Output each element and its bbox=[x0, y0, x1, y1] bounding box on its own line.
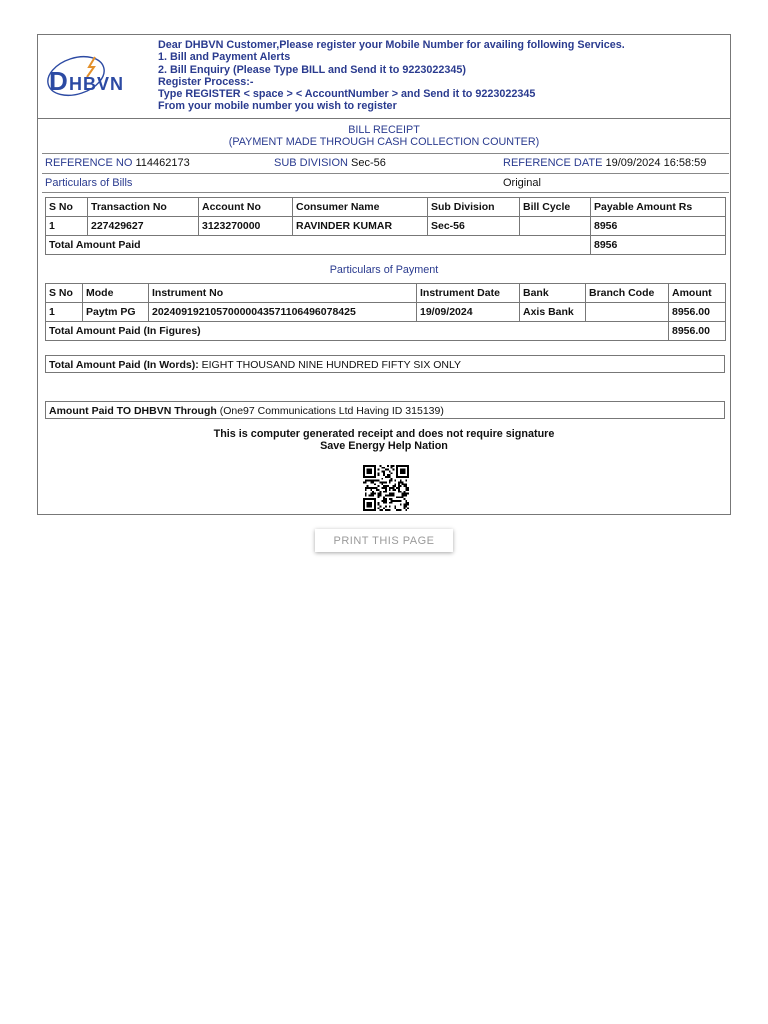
receipt-subtitle: (PAYMENT MADE THROUGH CASH COLLECTION COUNTER) bbox=[228, 136, 540, 148]
amount-in-words bbox=[45, 355, 725, 373]
amount-in-words-value: EIGHT THOUSAND NINE HUNDRED FIFTY SIX ONLY bbox=[201, 359, 462, 371]
table-cell: Sec-56 bbox=[428, 217, 520, 236]
table-cell: 227429627 bbox=[88, 217, 199, 236]
print-page-button[interactable]: PRINT THIS PAGE bbox=[315, 529, 453, 552]
particulars-of-payment-title: Particulars of Payment bbox=[329, 264, 439, 276]
sub-division-label: SUB DIVISION bbox=[274, 157, 348, 169]
column-header: Payable Amount Rs bbox=[591, 198, 726, 217]
column-header: Branch Code bbox=[586, 284, 669, 303]
column-header: Transaction No bbox=[88, 198, 199, 217]
reference-date bbox=[503, 157, 706, 169]
total-row bbox=[46, 322, 726, 341]
column-header: Consumer Name bbox=[293, 198, 428, 217]
notice-line: Type REGISTER < space > < AccountNumber > and Send it to 9223022345 bbox=[158, 88, 536, 101]
payment-table bbox=[45, 283, 726, 341]
bill-receipt bbox=[37, 34, 731, 515]
table-cell bbox=[520, 217, 591, 236]
table-cell: RAVINDER KUMAR bbox=[293, 217, 428, 236]
table-cell: Paytm PG bbox=[83, 303, 149, 322]
column-header: S No bbox=[46, 198, 88, 217]
sub-division-value: Sec-56 bbox=[351, 157, 386, 169]
copy-label: Original bbox=[503, 177, 541, 189]
column-header: Bank bbox=[520, 284, 586, 303]
particulars-of-bills-label: Particulars of Bills bbox=[45, 177, 133, 189]
dhbvn-logo bbox=[43, 55, 131, 101]
footer-slogan: Save Energy Help Nation bbox=[320, 440, 448, 452]
paid-through bbox=[45, 401, 725, 419]
column-header: Sub Division bbox=[428, 198, 520, 217]
column-header: Instrument No bbox=[149, 284, 417, 303]
reference-no bbox=[45, 157, 190, 169]
reference-date-label: REFERENCE DATE bbox=[503, 157, 603, 169]
table-cell: Axis Bank bbox=[520, 303, 586, 322]
column-header: Instrument Date bbox=[417, 284, 520, 303]
table-header-row bbox=[46, 284, 726, 303]
sub-division bbox=[274, 157, 386, 169]
reference-row bbox=[42, 153, 729, 174]
total-row bbox=[46, 236, 726, 255]
notice-line: 2. Bill Enquiry (Please Type BILL and Send it to 9223022345) bbox=[158, 63, 467, 76]
receipt-title: BILL RECEIPT bbox=[348, 124, 420, 136]
reference-no-value: 114462173 bbox=[135, 157, 190, 169]
sms-registration-notice bbox=[158, 39, 625, 113]
table-cell: 3123270000 bbox=[199, 217, 293, 236]
table-cell: 1 bbox=[46, 217, 88, 236]
table-cell: 19/09/2024 bbox=[417, 303, 520, 322]
table-cell: 8956.00 bbox=[669, 303, 726, 322]
paid-through-label: Amount Paid TO DHBVN Through bbox=[49, 405, 217, 417]
notice-line: From your mobile number you wish to register bbox=[158, 100, 397, 113]
table-cell: 1 bbox=[46, 303, 83, 322]
notice-line: 1. Bill and Payment Alerts bbox=[158, 51, 291, 64]
table-row bbox=[46, 303, 726, 322]
column-header: Account No bbox=[199, 198, 293, 217]
table-cell bbox=[586, 303, 669, 322]
amount-in-words-label: Total Amount Paid (In Words): bbox=[49, 359, 199, 371]
footer-disclaimer: This is computer generated receipt and does not require signature bbox=[213, 428, 555, 440]
column-header: S No bbox=[46, 284, 83, 303]
column-header: Mode bbox=[83, 284, 149, 303]
notice-line: Dear DHBVN Customer,Please register your Mobile Number for availing following Services. bbox=[158, 39, 625, 51]
total-value: 8956 bbox=[591, 236, 726, 255]
column-header: Bill Cycle bbox=[520, 198, 591, 217]
total-label: Total Amount Paid (In Figures) bbox=[46, 322, 669, 341]
table-cell: 20240919210570000043571106496078425 bbox=[149, 303, 417, 322]
svg-text:HBVN: HBVN bbox=[69, 74, 125, 94]
total-value: 8956.00 bbox=[669, 322, 726, 341]
paid-through-value: (One97 Communications Ltd Having ID 315139) bbox=[219, 405, 444, 417]
reference-no-label: REFERENCE NO bbox=[45, 157, 133, 169]
qr-code-icon bbox=[362, 465, 410, 511]
total-label: Total Amount Paid bbox=[46, 236, 591, 255]
column-header: Amount bbox=[669, 284, 726, 303]
reference-date-value: 19/09/2024 16:58:59 bbox=[605, 157, 707, 169]
particulars-row bbox=[42, 174, 729, 193]
svg-text:D: D bbox=[49, 66, 68, 96]
table-header-row bbox=[46, 198, 726, 217]
bills-table bbox=[45, 197, 726, 255]
table-row bbox=[46, 217, 726, 236]
receipt-footer bbox=[38, 428, 730, 452]
receipt-header bbox=[38, 35, 730, 119]
receipt-title-block bbox=[38, 124, 730, 148]
table-cell: 8956 bbox=[591, 217, 726, 236]
notice-line: Register Process:- bbox=[158, 75, 254, 88]
